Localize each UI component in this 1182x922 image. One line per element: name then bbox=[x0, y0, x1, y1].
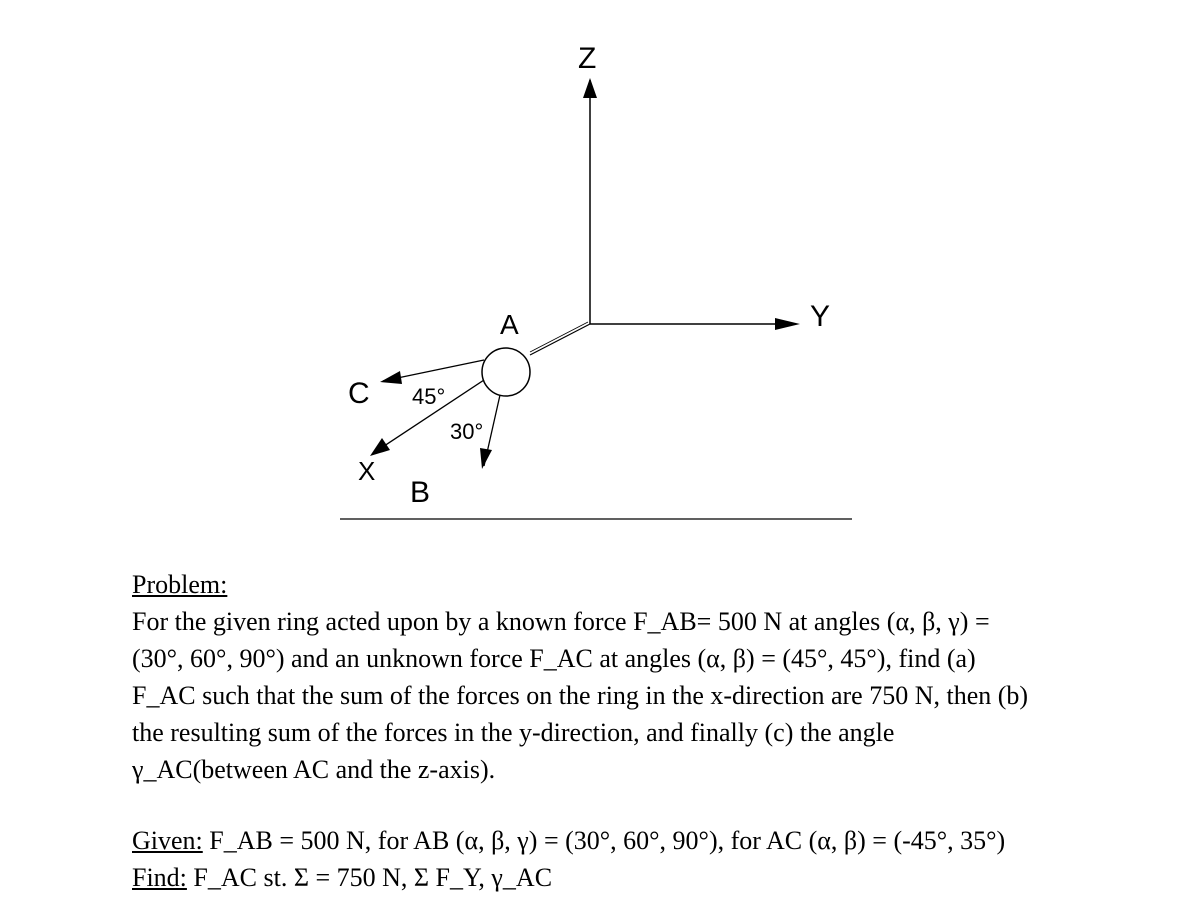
x-axis-label: X bbox=[358, 456, 376, 486]
z-axis-arrowhead bbox=[583, 78, 597, 98]
force-ab-arrowhead bbox=[480, 448, 492, 469]
point-a-label: A bbox=[500, 309, 519, 340]
force-ac-arrowhead bbox=[380, 371, 402, 384]
point-c-label: C bbox=[348, 377, 370, 410]
problem-line-3: F_AC such that the sum of the forces on the ring in the x-direction are 750 N, then (b) bbox=[132, 681, 1029, 710]
given-find-block bbox=[132, 822, 1132, 896]
problem-line-2: (30°, 60°, 90°) and an unknown force F_AC at angles (α, β) = (45°, 45°), find (a) bbox=[132, 644, 976, 673]
find-line bbox=[132, 859, 1132, 896]
x-axis-line-2 bbox=[530, 322, 588, 352]
force-x-arrowhead bbox=[370, 438, 390, 456]
find-label: Find: bbox=[132, 863, 187, 892]
given-label: Given: bbox=[132, 826, 203, 855]
given-text: F_AB = 500 N, for AB (α, β, γ) = (30°, 60°, 90°), for AC (α, β) = (-45°, 35°) bbox=[202, 826, 1006, 855]
x-axis-line bbox=[530, 324, 590, 355]
problem-statement bbox=[132, 566, 1132, 788]
angle-45-label: 45° bbox=[412, 384, 446, 409]
angle-30-label: 30° bbox=[450, 419, 484, 444]
find-text: F_AC st. Σ = 750 N, Σ F_Y, γ_AC bbox=[186, 863, 553, 892]
problem-line-4: the resulting sum of the forces in the y-direction, and finally (c) the angle bbox=[132, 718, 895, 747]
problem-line-5: γ_AC(between AC and the z-axis). bbox=[132, 755, 496, 784]
given-line bbox=[132, 822, 1132, 859]
y-axis-arrowhead bbox=[775, 318, 800, 330]
problem-heading: Problem: bbox=[132, 570, 228, 599]
problem-line-1: For the given ring acted upon by a known force F_AB= 500 N at angles (α, β, γ) = bbox=[132, 607, 990, 636]
ring-a bbox=[482, 348, 530, 396]
z-axis-label: Z bbox=[578, 42, 597, 75]
y-axis-label: Y bbox=[810, 300, 831, 333]
point-b-label: B bbox=[410, 476, 431, 509]
